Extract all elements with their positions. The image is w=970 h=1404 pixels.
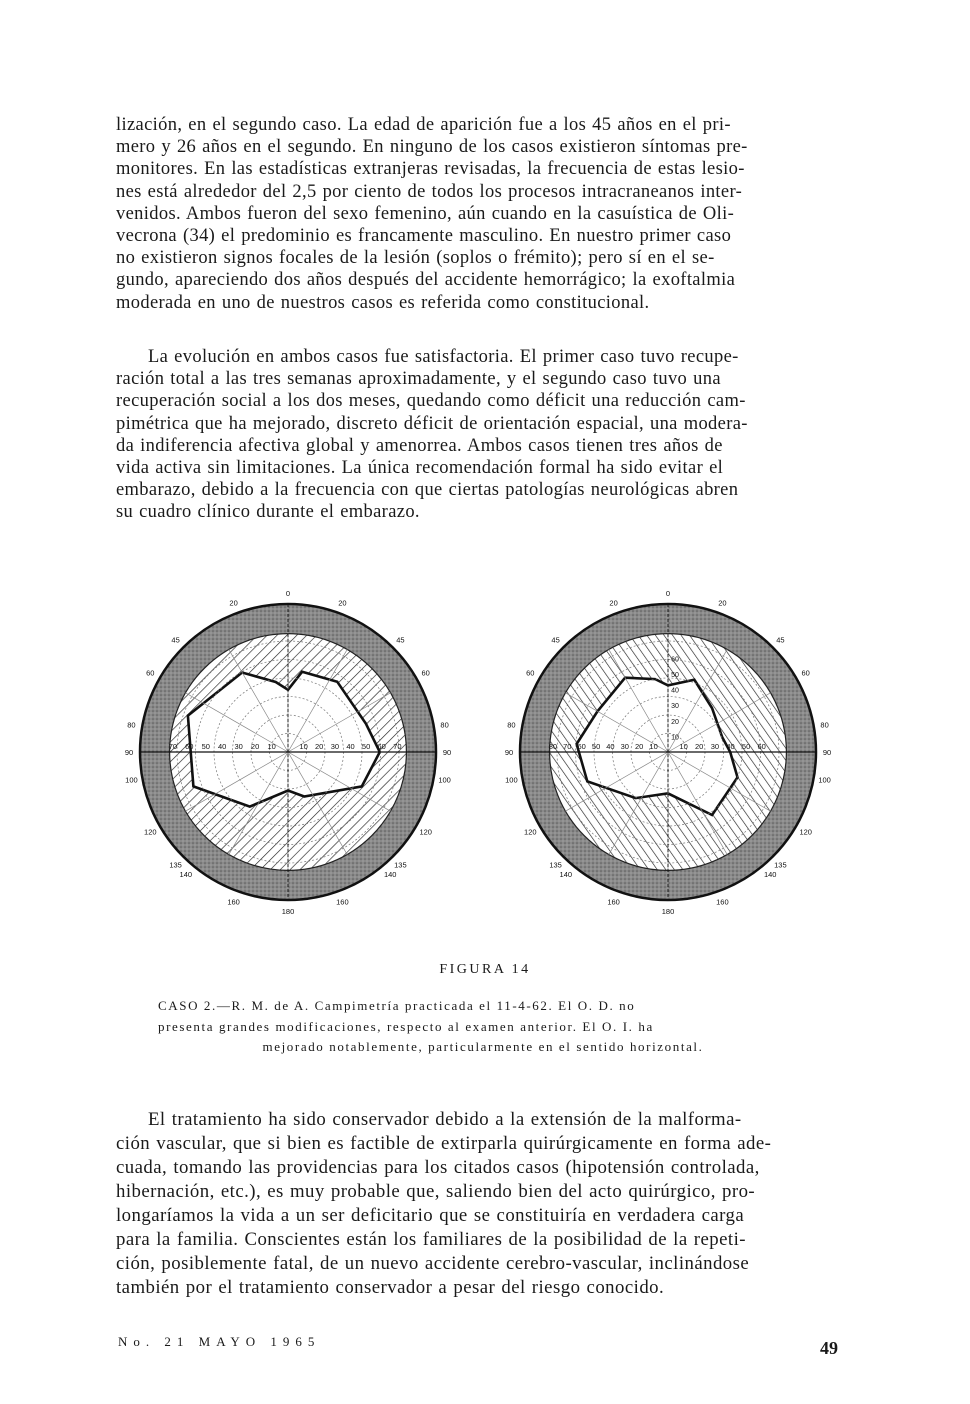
radius-label: 30 bbox=[671, 703, 679, 711]
angle-label: 140 bbox=[179, 869, 193, 879]
angle-label: 45 bbox=[776, 635, 785, 645]
angle-label: 135 bbox=[549, 860, 562, 870]
caption-line: presenta grandes modificaciones, respecto al examen anterior. El O. I. ha bbox=[158, 1018, 654, 1034]
text-line: El tratamiento ha sido conservador debido a la extensión de la malforma- bbox=[148, 1109, 742, 1130]
text-line: cuada, tomando las providencias para los citados casos (hipotensión controlada, bbox=[116, 1157, 760, 1178]
radius-label: 10 bbox=[267, 742, 276, 751]
radius-label: 20 bbox=[315, 742, 324, 751]
text-line: monitores. En las estadísticas extranjeras revisadas, la frecuencia de estas lesio- bbox=[116, 159, 745, 180]
radius-label: 30 bbox=[710, 742, 720, 751]
angle-label: 45 bbox=[551, 635, 560, 645]
angle-label: 80 bbox=[507, 720, 516, 730]
radius-label: 40 bbox=[671, 687, 679, 695]
radius-label: 40 bbox=[218, 742, 227, 751]
radius-label: 40 bbox=[346, 742, 355, 751]
radius-label: 60 bbox=[577, 742, 586, 751]
angle-label: 180 bbox=[661, 907, 675, 916]
angle-label: 80 bbox=[820, 720, 829, 730]
radius-label: 70 bbox=[563, 742, 572, 751]
text-line: La evolución en ambos casos fue satisfactoria. El primer caso tuvo recupe- bbox=[148, 347, 739, 367]
angle-label: 100 bbox=[505, 775, 518, 785]
radius-label: 40 bbox=[606, 742, 615, 751]
caption-line: mejorado notablemente, particularmente en el sentido horizontal. bbox=[262, 1039, 704, 1054]
text-line: para la familia. Conscientes están los familiares de la posibilidad de la repeti- bbox=[116, 1229, 746, 1250]
text-line: vecrona (34) el predominio es francamente masculino. En nuestro primer caso bbox=[116, 226, 732, 247]
angle-label: 90 bbox=[124, 748, 134, 757]
angle-label: 100 bbox=[438, 775, 451, 785]
angle-label: 140 bbox=[383, 869, 397, 879]
angle-label: 45 bbox=[396, 635, 405, 645]
angle-label: 60 bbox=[526, 668, 535, 678]
angle-label: 160 bbox=[607, 897, 620, 907]
angle-label: 140 bbox=[763, 869, 777, 879]
text-line: nes está alrededor del 2,5 por ciento de todos los procesos intracraneanos inter- bbox=[116, 181, 743, 202]
text-line: no existieron signos focales de la lesión (soplos o frémito); pero sí en el se- bbox=[116, 248, 715, 269]
text-line: mero y 26 años en el segundo. En ninguno de los casos existieron síntomas pre- bbox=[116, 137, 748, 158]
angle-label: 120 bbox=[419, 827, 432, 837]
angle-label: 20 bbox=[229, 598, 238, 608]
angle-label: 120 bbox=[144, 827, 157, 837]
figure-caption bbox=[158, 996, 808, 1058]
radius-label: 40 bbox=[726, 742, 735, 751]
angle-label: 60 bbox=[421, 668, 430, 678]
angle-label: 90 bbox=[504, 748, 514, 757]
angle-label: 160 bbox=[336, 897, 349, 907]
text-line: lización, en el segundo caso. La edad de aparición fue a los 45 años en el pri- bbox=[116, 115, 731, 135]
right-eye-visual-field-chart bbox=[505, 589, 831, 916]
text-line: ración total a las tres semanas aproximadamente, y el segundo caso tuvo una bbox=[116, 369, 721, 390]
radius-label: 50 bbox=[671, 671, 679, 679]
angle-label: 135 bbox=[394, 860, 407, 870]
page-number: 49 bbox=[820, 1338, 838, 1358]
radius-label: 60 bbox=[671, 656, 679, 664]
angle-label: 180 bbox=[281, 907, 295, 916]
text-line: hibernación, etc.), es muy probable que, saliendo bien del acto quirúrgico, pro- bbox=[116, 1181, 756, 1202]
text-line: su cuadro clínico durante el embarazo. bbox=[116, 502, 420, 523]
angle-label: 80 bbox=[127, 720, 136, 730]
radius-label: 30 bbox=[330, 742, 340, 751]
angle-label: 20 bbox=[338, 598, 347, 608]
angle-label: 160 bbox=[227, 897, 240, 907]
angle-label: 60 bbox=[801, 668, 810, 678]
radius-label: 70 bbox=[168, 742, 178, 751]
radius-label: 10 bbox=[299, 742, 308, 751]
angle-label: 45 bbox=[171, 635, 180, 645]
text-line: recuperación social a los dos meses, quedando como déficit una reducción cam- bbox=[116, 391, 746, 412]
text-line: vida activa sin limitaciones. La única recomendación formal ha sido evitar el bbox=[116, 458, 724, 479]
radius-label: 20 bbox=[250, 742, 260, 751]
radius-label: 60 bbox=[757, 742, 766, 751]
radius-label: 30 bbox=[234, 742, 243, 751]
radius-label: 10 bbox=[671, 734, 679, 742]
text-line: moderada en uno de nuestros casos es referida como constitucional. bbox=[116, 292, 650, 313]
angle-label: 90 bbox=[442, 748, 452, 757]
angle-label: 100 bbox=[818, 775, 831, 785]
radius-label: 70 bbox=[393, 742, 402, 751]
angle-label: 60 bbox=[146, 668, 155, 678]
radius-label: 60 bbox=[185, 742, 194, 751]
text-line: embarazo, debido a la frecuencia con que ciertas patologías neurológicas abren bbox=[116, 480, 739, 501]
angle-label: 20 bbox=[609, 598, 618, 608]
radius-label: 20 bbox=[635, 742, 644, 751]
radius-label: 50 bbox=[591, 742, 601, 751]
angle-label: 120 bbox=[524, 827, 537, 837]
angle-label: 80 bbox=[440, 720, 449, 730]
angle-label: 140 bbox=[559, 869, 573, 879]
text-line: venidos. Ambos fueron del sexo femenino, aún cuando en la casuística de Oli- bbox=[116, 203, 735, 224]
angle-label: 135 bbox=[169, 860, 182, 870]
campimetry-figure bbox=[124, 566, 848, 938]
left-eye-visual-field-chart bbox=[125, 589, 451, 916]
angle-label: 120 bbox=[799, 827, 812, 837]
text-line: pimétrica que ha mejorado, discreto déficit de orientación espacial, una modera- bbox=[116, 413, 748, 434]
radius-label: 10 bbox=[649, 742, 658, 751]
radius-label: 50 bbox=[201, 742, 210, 751]
radius-label: 20 bbox=[695, 742, 704, 751]
radius-label: 20 bbox=[671, 718, 679, 726]
journal-issue: No. 21 MAYO 1965 bbox=[118, 1334, 321, 1349]
radius-label: 50 bbox=[361, 742, 371, 751]
text-line: gundo, apareciendo dos años después del accidente hemorrágico; la exoftalmia bbox=[116, 270, 736, 291]
text-line: da indiferencia afectiva global y amenorrea. Ambos casos tienen tres años de bbox=[116, 435, 723, 456]
text-line: longaríamos la vida a un ser deficitario que se constituiría en verdadera carga bbox=[116, 1205, 745, 1226]
radius-label: 10 bbox=[679, 742, 688, 751]
radius-label: 30 bbox=[620, 742, 629, 751]
text-line: ción vascular, que si bien es factible de extirparla quirúrgicamente en forma ade- bbox=[116, 1133, 772, 1154]
paragraph-2 bbox=[116, 346, 860, 524]
angle-label: 160 bbox=[716, 897, 729, 907]
figure-label: FIGURA 14 bbox=[439, 962, 531, 977]
angle-label: 100 bbox=[125, 775, 138, 785]
angle-label: 0 bbox=[665, 589, 671, 598]
angle-label: 90 bbox=[822, 748, 832, 757]
angle-label: 0 bbox=[285, 589, 291, 598]
text-line: ción, posiblemente fatal, de un nuevo accidente cerebro-vascular, inclinándose bbox=[116, 1253, 750, 1274]
radius-label: 80 bbox=[548, 742, 558, 751]
caption-line: CASO 2.—R. M. de A. Campimetría practicada el 11-4-62. El O. D. no bbox=[158, 998, 636, 1013]
angle-label: 135 bbox=[774, 860, 787, 870]
text-line: también por el tratamiento conservador a pesar del riesgo conocido. bbox=[116, 1277, 665, 1298]
paragraph-1 bbox=[116, 114, 860, 314]
angle-label: 20 bbox=[718, 598, 727, 608]
paragraph-3 bbox=[116, 1108, 860, 1300]
radius-label: 60 bbox=[377, 742, 386, 751]
radius-label: 50 bbox=[741, 742, 751, 751]
